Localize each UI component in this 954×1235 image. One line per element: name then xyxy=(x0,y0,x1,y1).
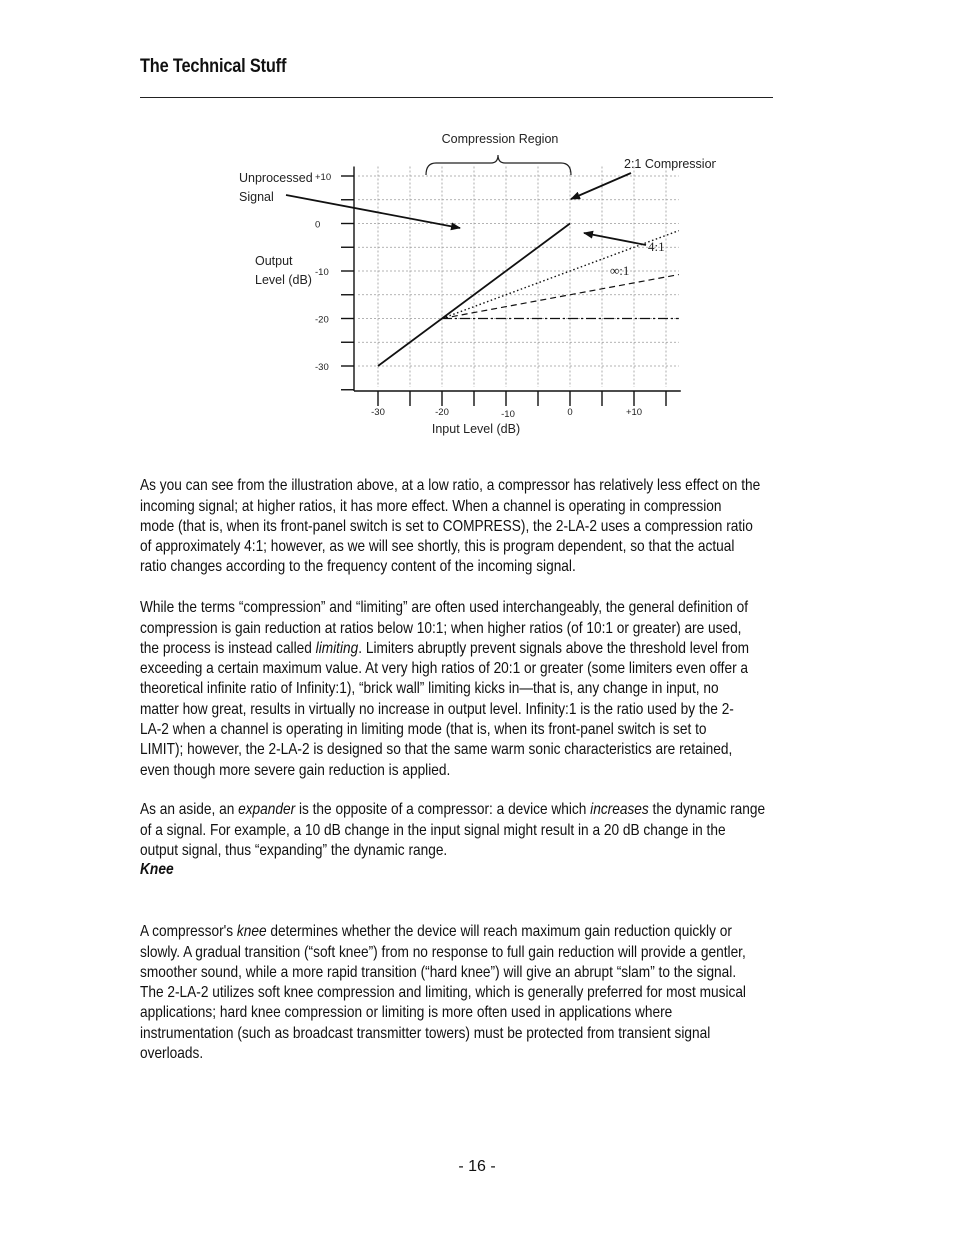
text-span: the dynamic range of a signal. For example, a 10 dB change in the input signal might result in a 20 dB change in the output signal, thus “expanding” the dynamic range. xyxy=(140,801,766,859)
ratio-4-1-label: 4:1 xyxy=(648,239,665,254)
text-span: As an aside, an xyxy=(140,801,239,819)
ratio-inf-label: ∞:1 xyxy=(610,263,630,278)
y-tick-label: -30 xyxy=(315,362,329,373)
emphasis-limiting: limiting xyxy=(315,639,359,657)
paragraph-knee xyxy=(140,902,746,1085)
y-tick-label: -10 xyxy=(315,267,329,278)
emphasis-increases: increases xyxy=(590,801,649,819)
y-tick-label: -20 xyxy=(315,314,329,326)
x-tick-label: -10 xyxy=(501,409,515,420)
paragraph-compression-ratio: As you can see from the illustration above, at a low ratio, a compressor has relatively less effect on the incoming signal; at higher ratios, it has more effect. When a channel is operating in compression mode (that is, when its front-panel switch is set to COMPRESS), the 2-LA-2 uses a compression ratio of approximately 4:1; however, as we will see shortly, this is program dependent, so that the actual ratio changes according to the frequency content of the incoming signal. xyxy=(140,477,761,576)
output-level-label: Level (dB) xyxy=(255,273,312,287)
emphasis-knee: knee xyxy=(236,923,267,941)
page-number: - 16 - xyxy=(458,1158,496,1175)
unprocessed-label: Unprocessed xyxy=(239,171,313,185)
header-rule xyxy=(140,97,773,98)
x-tick-label: -30 xyxy=(371,407,385,418)
text-span: is the opposite of a compressor: a device which xyxy=(295,801,591,819)
text-span: A compressor's xyxy=(140,923,237,941)
signal-label: Signal xyxy=(239,190,274,204)
page-title: The Technical Stuff xyxy=(140,56,287,77)
text-span: determines whether the device will reach maximum gain reduction quickly or slowly. A gradual transition (“soft knee”) from no response to full gain reduction will provide a gentler, smoother sound, while a more rapid transition (“hard knee”) will give an abrupt “slam” to the signal. The 2-LA-2 utilizes soft knee compression and limiting, which is generally preferred for most musical applications; hard knee compression or limiting is more often used in applications where instrumentation (such as broadcast transmitter towers) must be protected from transient signal overloads. xyxy=(140,923,746,1063)
x-axis-title: Input Level (dB) xyxy=(431,422,521,436)
x-tick-label: 0 xyxy=(567,407,573,418)
paragraph-expander xyxy=(140,780,766,881)
x-tick-label: +10 xyxy=(625,407,643,418)
y-tick-label: 0 xyxy=(315,219,321,231)
ratio-2-1-label: 2:1 Compression xyxy=(624,157,716,171)
compression-diagram xyxy=(236,125,716,445)
x-tick-label: -20 xyxy=(435,407,449,418)
y-tick-label: +10 xyxy=(315,172,332,183)
compression-region-label: Compression Region xyxy=(441,132,559,146)
output-label: Output xyxy=(255,254,293,268)
section-heading-knee: Knee xyxy=(140,861,174,878)
compression-chart xyxy=(236,125,716,445)
emphasis-expander: expander xyxy=(238,801,296,819)
text-span: . Limiters abruptly prevent signals above the threshold level from exceeding a certain maximum value. At very high ratios of 20:1 or greater (some limiters even offer a theoretical infinite ratio of Infinity:1), “brick wall” limiting kicks in—that is, any change in input, no matter how great, results in virtually no increase in output level. Infinity:1 is the ratio used by the 2- LA-2 when a channel is operating in limiting mode (that is, when its front-panel switch is set to LIMIT); however, the 2-LA-2 is designed so that the same warm sonic characteristics are retained, even though more severe gain reduction is applied. xyxy=(140,639,750,779)
text-span: While the terms “compression” and “limiting” are often used interchangeably, the general definition of compression is gain reduction at ratios below 10:1; when higher ratios (of 10:1 or greater) are used, the process is instead called xyxy=(140,599,749,657)
paragraph-limiting xyxy=(140,578,750,801)
